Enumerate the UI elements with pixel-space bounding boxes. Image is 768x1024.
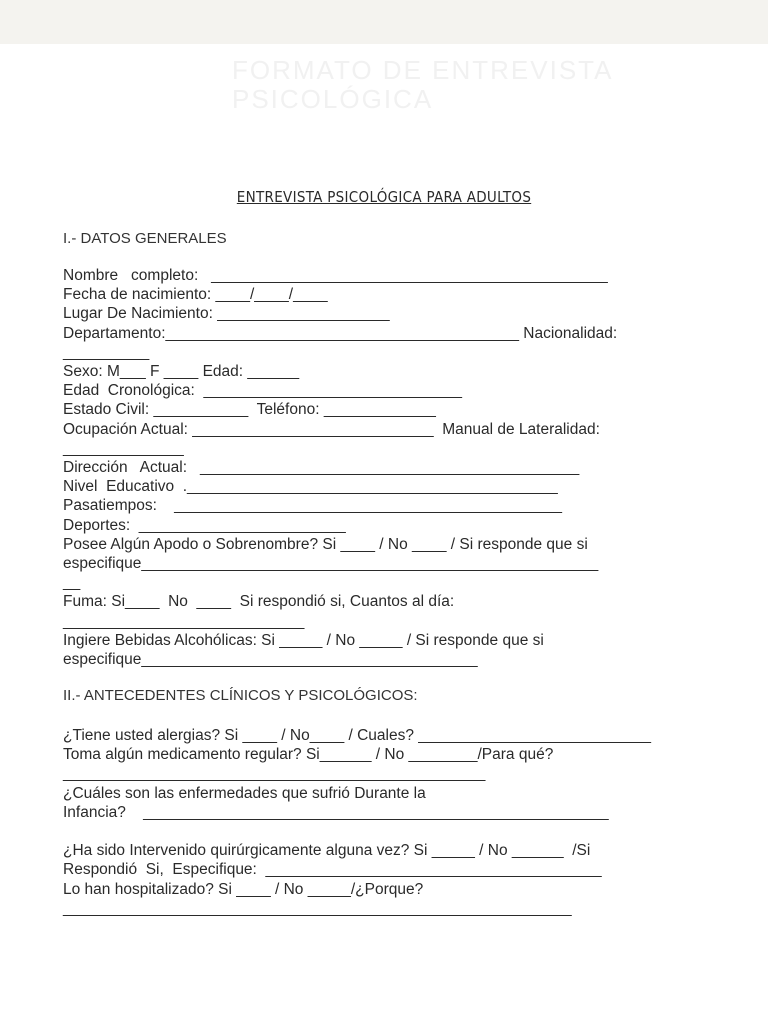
form-field-line: Edad Cronológica: ______________________________ [63,382,463,400]
form-field-line: ___________________________________________________________ [63,899,572,917]
form-field-line: Lugar De Nacimiento: ____________________ [63,305,390,323]
form-field-line: Estado Civil: ___________ Teléfono: _____________ [63,401,436,419]
section-heading-datos-generales: I.- DATOS GENERALES [63,230,227,247]
form-field-line: Dirección Actual: ____________________________________________ [63,459,580,476]
form-field-line: _________________________________________________ [63,765,486,783]
form-field-line: Respondió Si, Especifique: _______________________________________ [63,861,602,879]
form-field-line: Deportes: ________________________ [63,516,346,534]
form-field-line: Infancia? ______________________________________________________ [63,803,609,821]
top-bar [0,0,768,44]
form-field-line: Toma algún medicamento regular? Si______ / No ________/Para qué? [63,746,554,764]
form-field-line: Ocupación Actual: ____________________________ Manual de Lateralidad: [63,420,600,438]
form-field-line: ¿Tiene usted alergias? Si ____ / No____ / Cuales? ___________________________ [63,727,652,744]
form-field-line: Lo han hospitalizado? Si ____ / No _____/¿Porque? [63,880,424,898]
form-field-line: Nivel Educativo .___________________________________________ [63,478,558,496]
form-field-line: ____________________________ [63,612,305,630]
watermark-title: FORMATO DE ENTREVISTA PSICOLÓGICA [232,55,614,114]
form-field-line: especifique_______________________________________ [63,651,478,668]
form-field-line: Sexo: M___ F ____ Edad: ______ [63,363,300,380]
section-heading-antecedentes: II.- ANTECEDENTES CLÍNICOS Y PSICOLÓGICOS: [63,687,418,704]
form-field-line: Posee Algún Apodo o Sobrenombre? Si ____ / No ____ / Si responde que si [63,535,588,553]
document-title: ENTREVISTA PSICOLÓGICA PARA ADULTOS [236,188,532,206]
form-field-line: ¿Cuáles son las enfermedades que sufrió Durante la [63,784,426,802]
form-field-line: __________ [63,343,150,361]
form-field-line: Fuma: Si____ No ____ Si respondió si, Cuantos al día: [63,593,455,611]
form-field-line: especifique_____________________________________________________ [63,555,599,572]
form-field-line: ¿Ha sido Intervenido quirúrgicamente alguna vez? Si _____ / No ______ /Si [63,842,591,860]
form-field-line: Ingiere Bebidas Alcohólicas: Si _____ / No _____ / Si responde que si [63,631,544,649]
form-field-line: Fecha de nacimiento: ____/____/____ [63,286,328,304]
form-field-line: ______________ [63,439,184,457]
form-field-line: Nombre completo: ______________________________________________ [63,267,608,284]
form-field-line: Departamento:_________________________________________ Nacionalidad: [63,324,618,342]
form-field-line: __ [63,574,81,592]
form-field-line: Pasatiempos: _____________________________________________ [63,497,563,515]
